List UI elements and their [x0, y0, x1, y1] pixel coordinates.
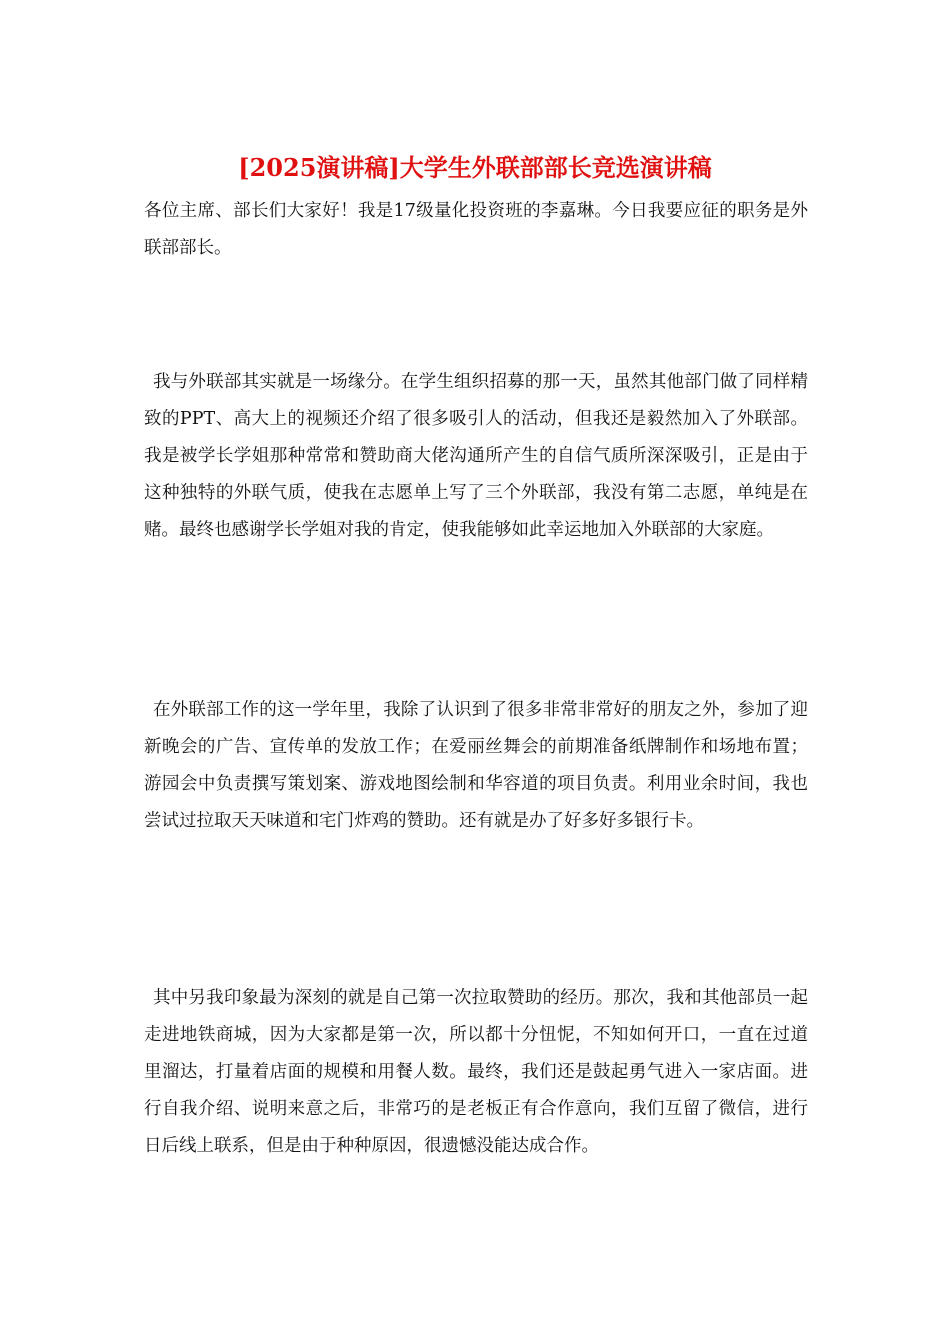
paragraph-joining-story: 我与外联部其实就是一场缘分。在学生组织招募的那一天，虽然其他部门做了同样精致的PPT、高大上的视频还介绍了很多吸引人的活动，但我还是毅然加入了外联部。我是被学长学姐那种常常和赞助商大佬沟通所产生的自信气质所深深吸引，正是由于这种独特的外联气质，使我在志愿单上写了三个外联部，我没有第二志愿，单纯是在赌。最终也感谢学长学姐对我的肯定，使我能够如此幸运地加入外联部的大家庭。 [144, 372, 808, 540]
paragraph-greeting: 各位主席、部长们大家好！我是17级量化投资班的李嘉琳。今日我要应征的职务是外联部部长。 [144, 201, 808, 258]
paragraph-sponsorship-story: 其中另我印象最为深刻的就是自己第一次拉取赞助的经历。那次，我和其他部员一起走进地铁商城，因为大家都是第一次，所以都十分忸怩，不知如何开口，一直在过道里溜达，打量着店面的规模和用餐人数。最终，我们还是鼓起勇气进入一家店面。进行自我介绍、说明来意之后，非常巧的是老板正有合作意向，我们互留了微信，进行日后线上联系，但是由于种种原因，很遗憾没能达成合作。 [144, 988, 808, 1156]
document-title: [2025演讲稿]大学生外联部部长竞选演讲稿 [238, 153, 712, 182]
paragraph-work-experience: 在外联部工作的这一学年里，我除了认识到了很多非常非常好的朋友之外，参加了迎新晚会的广告、宣传单的发放工作；在爱丽丝舞会的前期准备纸牌制作和场地布置；游园会中负责撰写策划案、游戏地图绘制和华容道的项目负责。利用业余时间，我也尝试过拉取天天味道和宅门炸鸡的赞助。还有就是办了好多好多银行卡。 [144, 700, 808, 831]
